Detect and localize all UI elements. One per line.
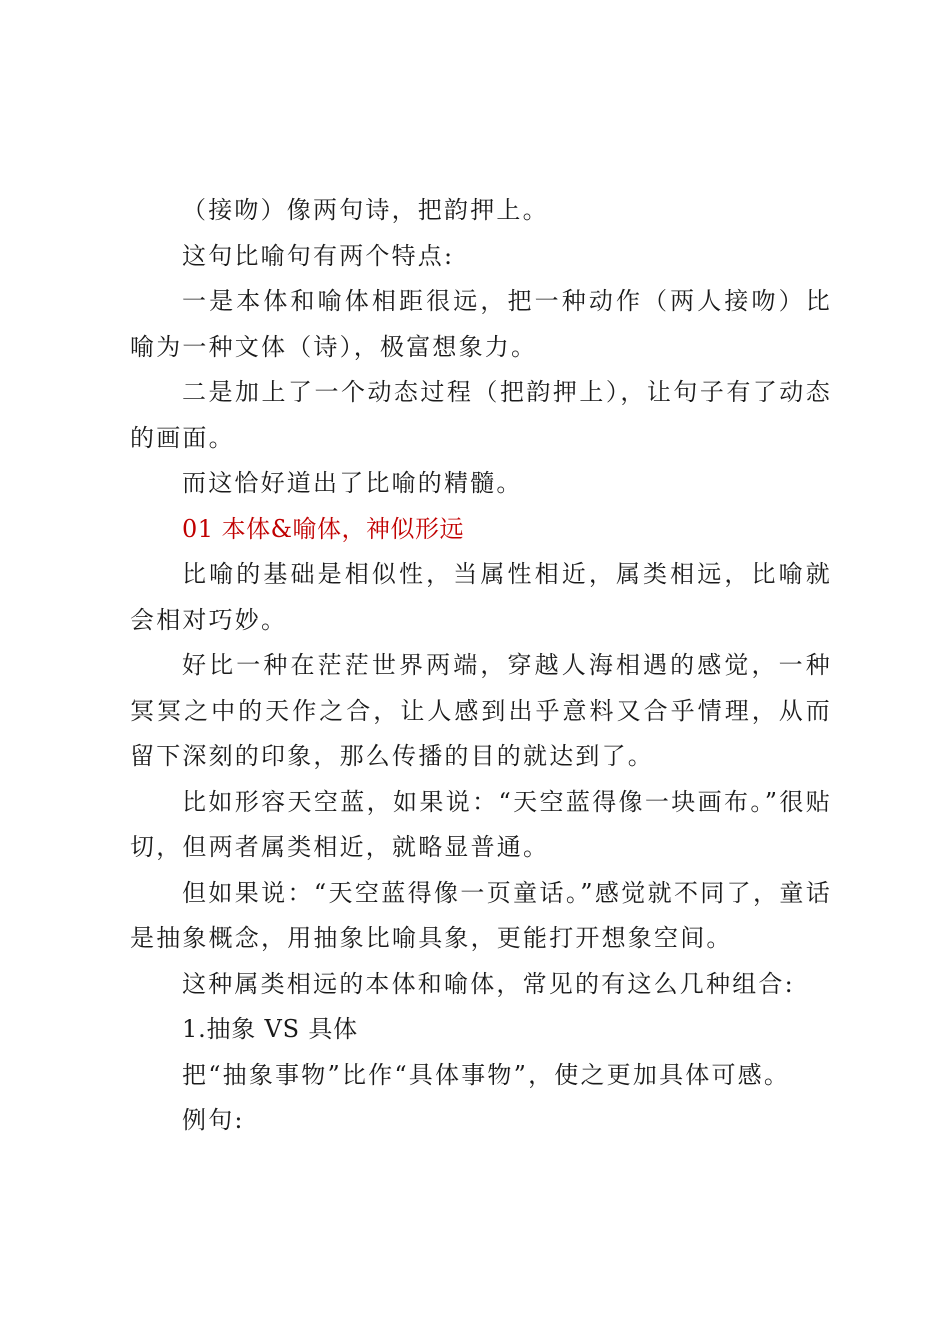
paragraph-12: 例句:	[182, 1106, 245, 1134]
paragraph-9: 但如果说：“天空蓝得像一页童话。”感觉就不同了，童话是抽象概念，用抽象比喻具象，更能打开想象空间。	[130, 878, 832, 952]
paragraph-8: 比如形容天空蓝，如果说：“天空蓝得像一块画布。”很贴切，但两者属类相近，就略显普通。	[130, 787, 832, 861]
paragraph-2: 这句比喻句有两个特点:	[182, 241, 455, 270]
paragraph-7: 好比一种在茫茫世界两端，穿越人海相遇的感觉，一种冥冥之中的天作之合，让人感到出乎意料又合乎情理，从而留下深刻的印象，那么传播的目的就达到了。	[130, 651, 832, 770]
subheading-1: 1.抽象 VS 具体	[182, 1015, 358, 1043]
paragraph-11: 把“抽象事物”比作“具体事物”，使之更加具体可感。	[182, 1060, 791, 1089]
paragraph-3: 一是本体和喻体相距很远，把一种动作（两人接吻）比喻为一种文体（诗），极富想象力。	[130, 287, 832, 361]
paragraph-4: 二是加上了一个动态过程（把韵押上），让句子有了动态的画面。	[130, 378, 832, 452]
paragraph-10: 这种属类相远的本体和喻体，常见的有这么几种组合:	[182, 969, 795, 998]
document-body	[130, 188, 832, 1144]
paragraph-6: 比喻的基础是相似性，当属性相近，属类相远，比喻就会相对巧妙。	[130, 560, 832, 634]
paragraph-5: 而这恰好道出了比喻的精髓。	[182, 469, 523, 497]
paragraph-1: （接吻）像两句诗，把韵押上。	[182, 196, 549, 224]
section-heading: 01 本体&喻体，神似形远	[182, 514, 465, 543]
